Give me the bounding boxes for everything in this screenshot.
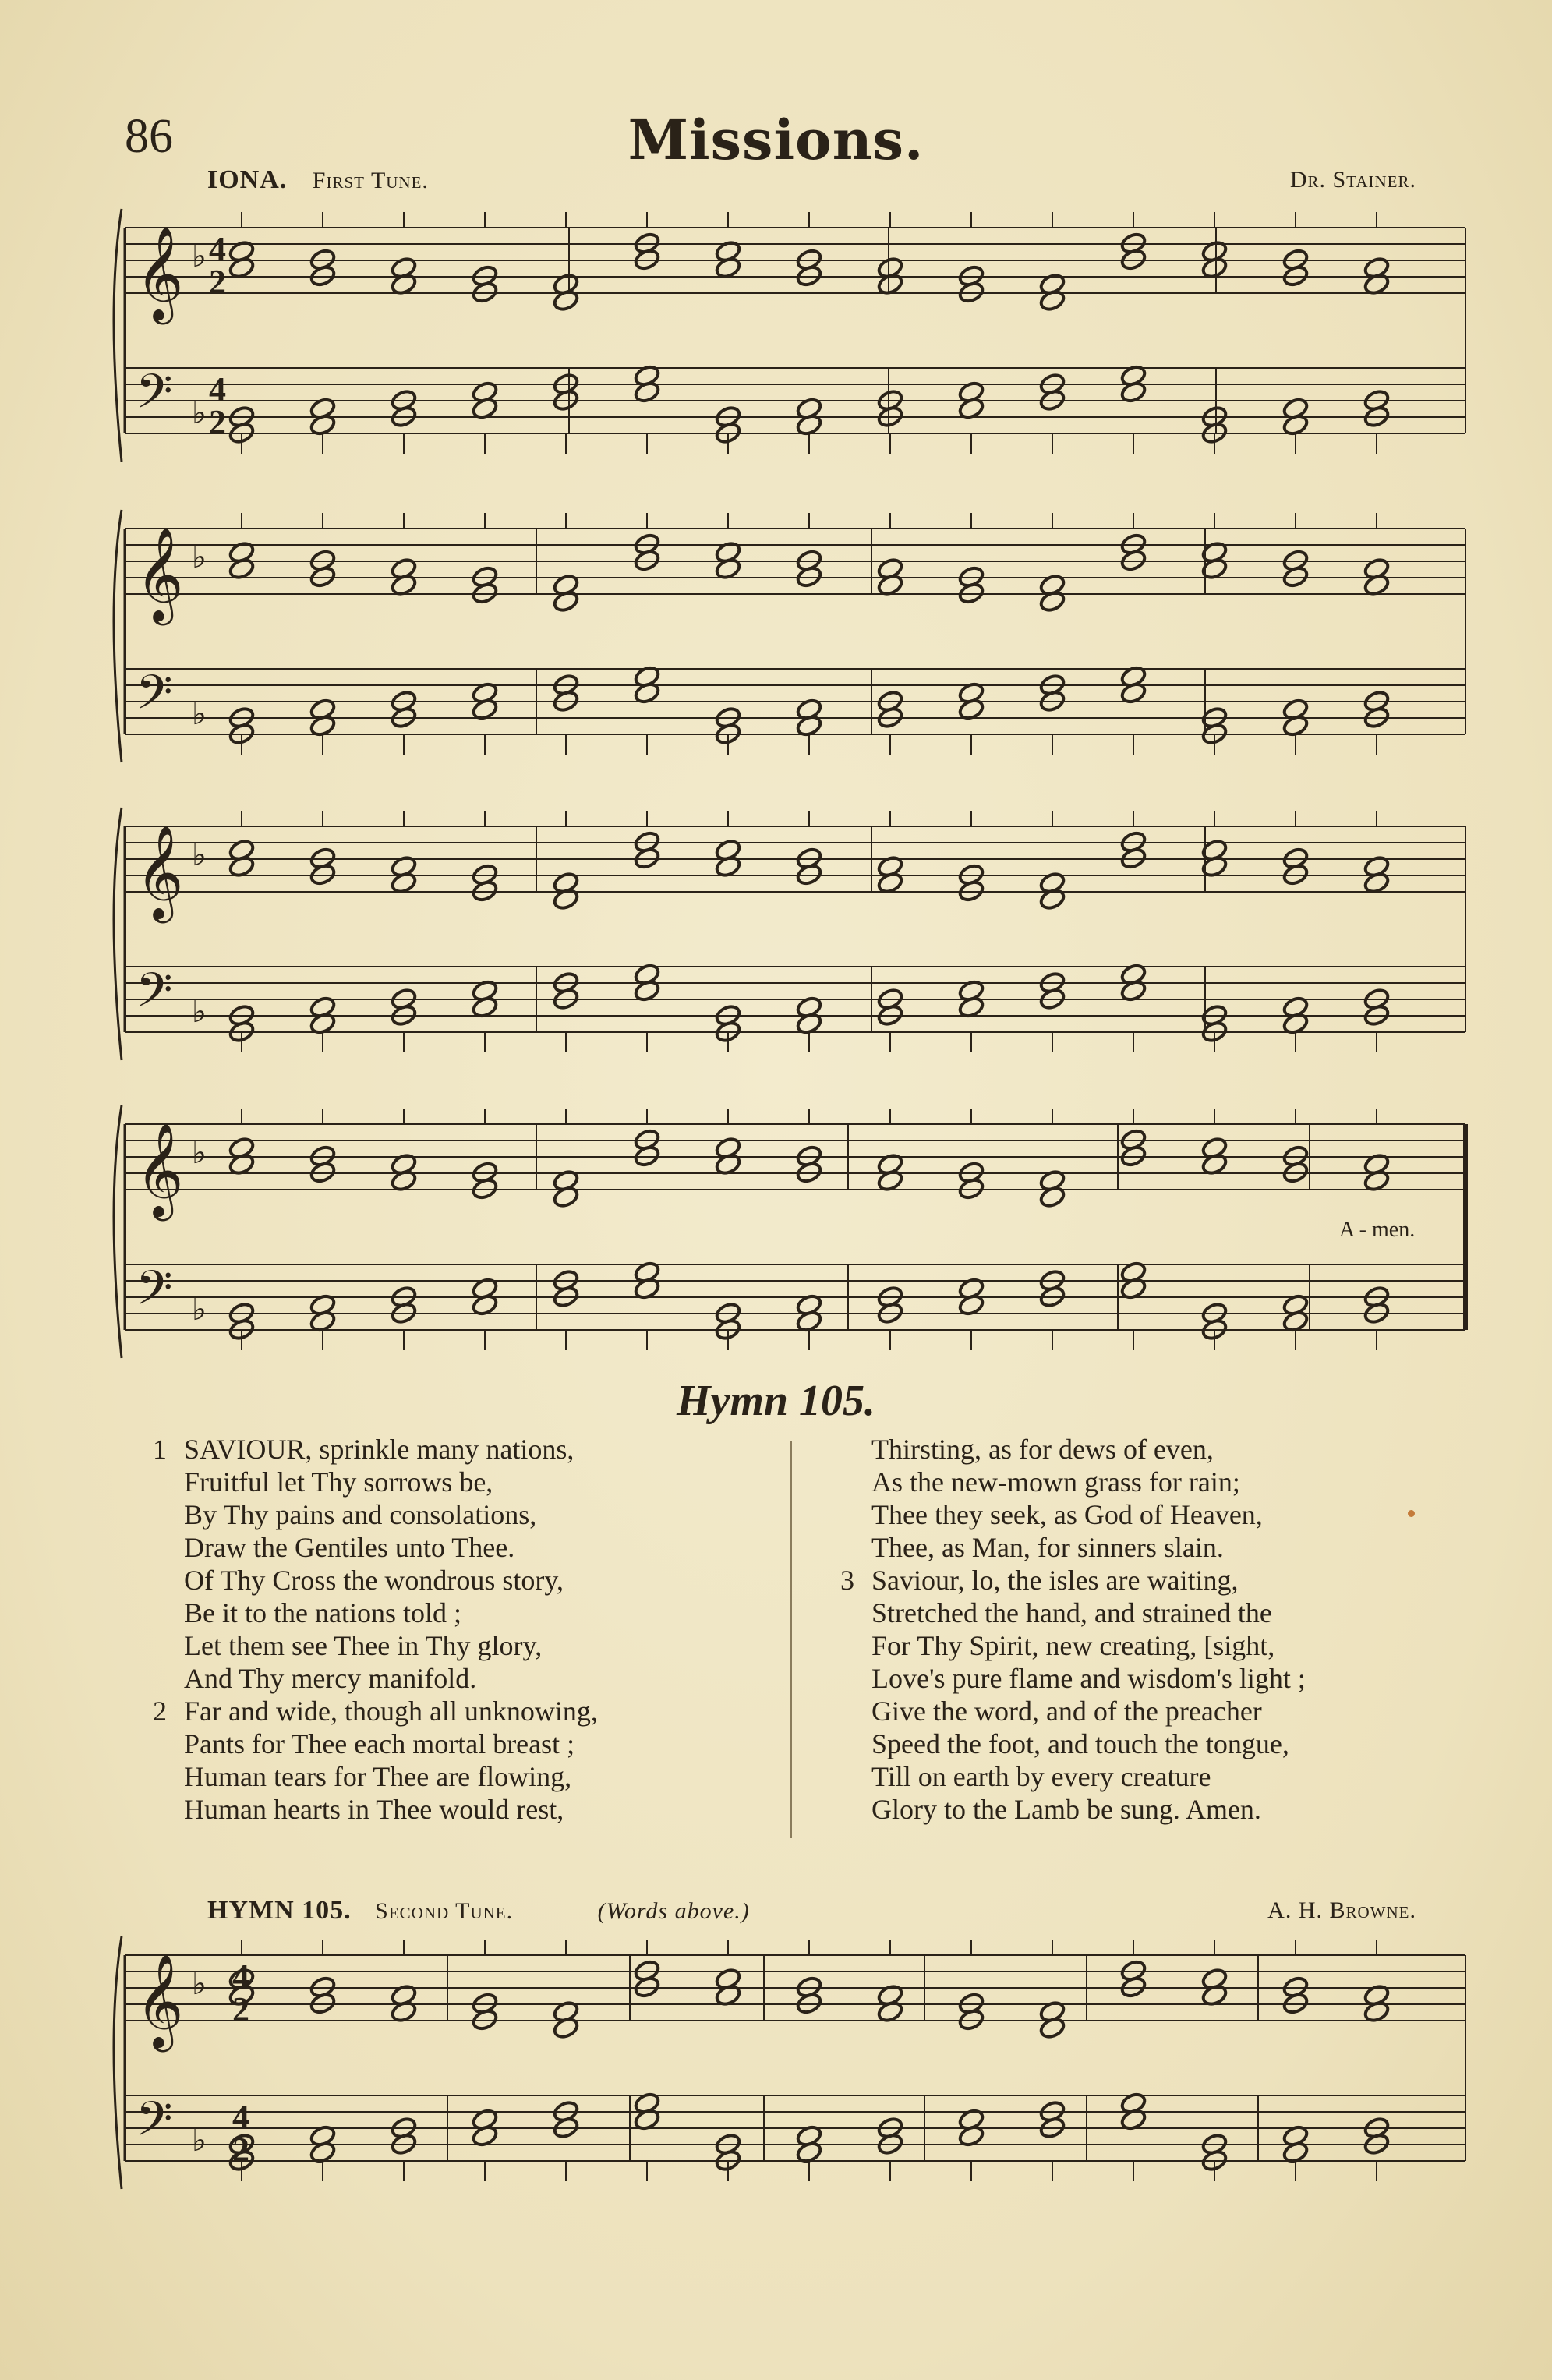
verse-line [153,1760,776,1793]
verse-line [153,1433,776,1466]
verse-line [153,1662,776,1695]
verse-text: Human tears for Thee are flowing, [184,1761,572,1792]
verse-line [153,1793,776,1826]
time-signature: 4 [232,2098,249,2136]
time-signature: 2 [232,2131,249,2169]
bass-clef: 𝄢 [136,1261,173,1328]
treble-clef: 𝄞 [136,824,184,919]
amen-label: A - men. [1339,1218,1416,1242]
tune2-name: HYMN 105. [207,1896,352,1925]
flat-sign: ♭ [192,837,207,872]
verse-text: Give the word, and of the preacher [871,1696,1262,1727]
verse-line [840,1498,1480,1531]
time-signature: 2 [209,263,226,301]
verse-line [840,1597,1480,1629]
time-signature: 4 [232,1957,249,1996]
verse-text: SAVIOUR, sprinkle many nations, [184,1434,574,1465]
time-signature: 4 [209,230,226,268]
brace [114,209,122,462]
verse-text: Glory to the Lamb be sung. Amen. [871,1794,1261,1825]
verse-text: Pants for Thee each mortal breast ; [184,1728,575,1759]
verse-text: Saviour, lo, the isles are waiting, [871,1565,1239,1596]
time-signature: 2 [232,1990,249,2028]
treble-clef: 𝄞 [136,225,184,320]
running-head-title: Missions. [628,108,924,172]
time-signature: 2 [209,403,226,441]
flat-sign: ♭ [192,994,207,1029]
verse-text: And Thy mercy manifold. [184,1663,477,1694]
verses-right-column [840,1433,1480,1826]
music-systems [114,209,1465,2189]
treble-clef: 𝄞 [136,526,184,621]
flat-sign: ♭ [192,696,207,731]
verse-text: Speed the foot, and touch the tongue, [871,1728,1289,1759]
verse-line [840,1629,1480,1662]
verse-text: Of Thy Cross the wondrous story, [184,1565,564,1596]
verse-line [840,1662,1480,1695]
verse-line [840,1695,1480,1728]
verse-line [153,1597,776,1629]
verse-line [153,1498,776,1531]
verse-number: 2 [153,1696,167,1727]
verse-text: Let them see Thee in Thy glory, [184,1630,543,1661]
verse-line [840,1531,1480,1564]
flat-sign: ♭ [192,239,207,274]
ink-spot [1408,1510,1415,1517]
verse-text: As the new-mown grass for rain; [871,1466,1240,1498]
flat-sign: ♭ [192,395,207,430]
brace [114,1936,122,2189]
verse-line [840,1728,1480,1760]
verse-text: Fruitful let Thy sorrows be, [184,1466,493,1498]
verse-line [840,1433,1480,1466]
verse-text: Love's pure flame and wisdom's light ; [871,1663,1306,1694]
verse-text: Thirsting, as for dews of even, [871,1434,1214,1465]
verse-text: Be it to the nations told ; [184,1597,461,1629]
verse-text: Stretched the hand, and strained the [871,1597,1272,1629]
verse-text: Human hearts in Thee would rest, [184,1794,564,1825]
tune2-label: Second Tune. [375,1898,514,1924]
verse-line [153,1629,776,1662]
verse-line [840,1760,1480,1793]
verse-text: For Thy Spirit, new creating, [sight, [871,1630,1275,1661]
bass-clef: 𝄢 [136,2092,173,2159]
verse-number: 1 [153,1434,167,1465]
flat-sign: ♭ [192,539,207,575]
treble-clef: 𝄞 [136,1953,184,2048]
verse-line [153,1564,776,1597]
flat-sign: ♭ [192,2123,207,2158]
verse-line [153,1466,776,1498]
treble-clef: 𝄞 [136,1122,184,1217]
brace [114,1105,122,1358]
verse-text: By Thy pains and consolations, [184,1499,537,1530]
verse-line [840,1564,1480,1597]
flat-sign: ♭ [192,1292,207,1327]
tune2-heading [207,1896,750,1926]
bass-clef: 𝄢 [136,364,173,431]
verse-line [153,1695,776,1728]
bass-clef: 𝄢 [136,665,173,732]
tune1-composer: Dr. Stainer. [1289,167,1416,193]
verse-line [153,1728,776,1760]
page-number: 86 [125,110,173,163]
verse-line [840,1466,1480,1498]
verse-number: 3 [840,1565,854,1596]
hymn-heading: Hymn 105. [676,1377,876,1425]
verse-text: Thee, as Man, for sinners slain. [871,1532,1224,1563]
verse-line [153,1531,776,1564]
tune1-name: IONA. [207,165,288,194]
verse-text: Draw the Gentiles unto Thee. [184,1532,515,1563]
verse-text: Till on earth by every creature [871,1761,1211,1792]
tune2-composer: A. H. Browne. [1267,1897,1416,1923]
flat-sign: ♭ [192,1135,207,1170]
tune1-label: First Tune. [312,168,429,193]
verses-left-column [153,1433,776,1826]
bass-clef: 𝄢 [136,963,173,1030]
verse-line [840,1793,1480,1826]
brace [114,808,122,1060]
tune2-words-note: (Words above.) [597,1898,750,1924]
brace [114,510,122,762]
verse-text: Thee they seek, as God of Heaven, [871,1499,1263,1530]
column-divider [790,1441,792,1838]
flat-sign: ♭ [192,1966,207,2001]
time-signature: 4 [209,370,226,408]
verse-text: Far and wide, though all unknowing, [184,1696,598,1727]
